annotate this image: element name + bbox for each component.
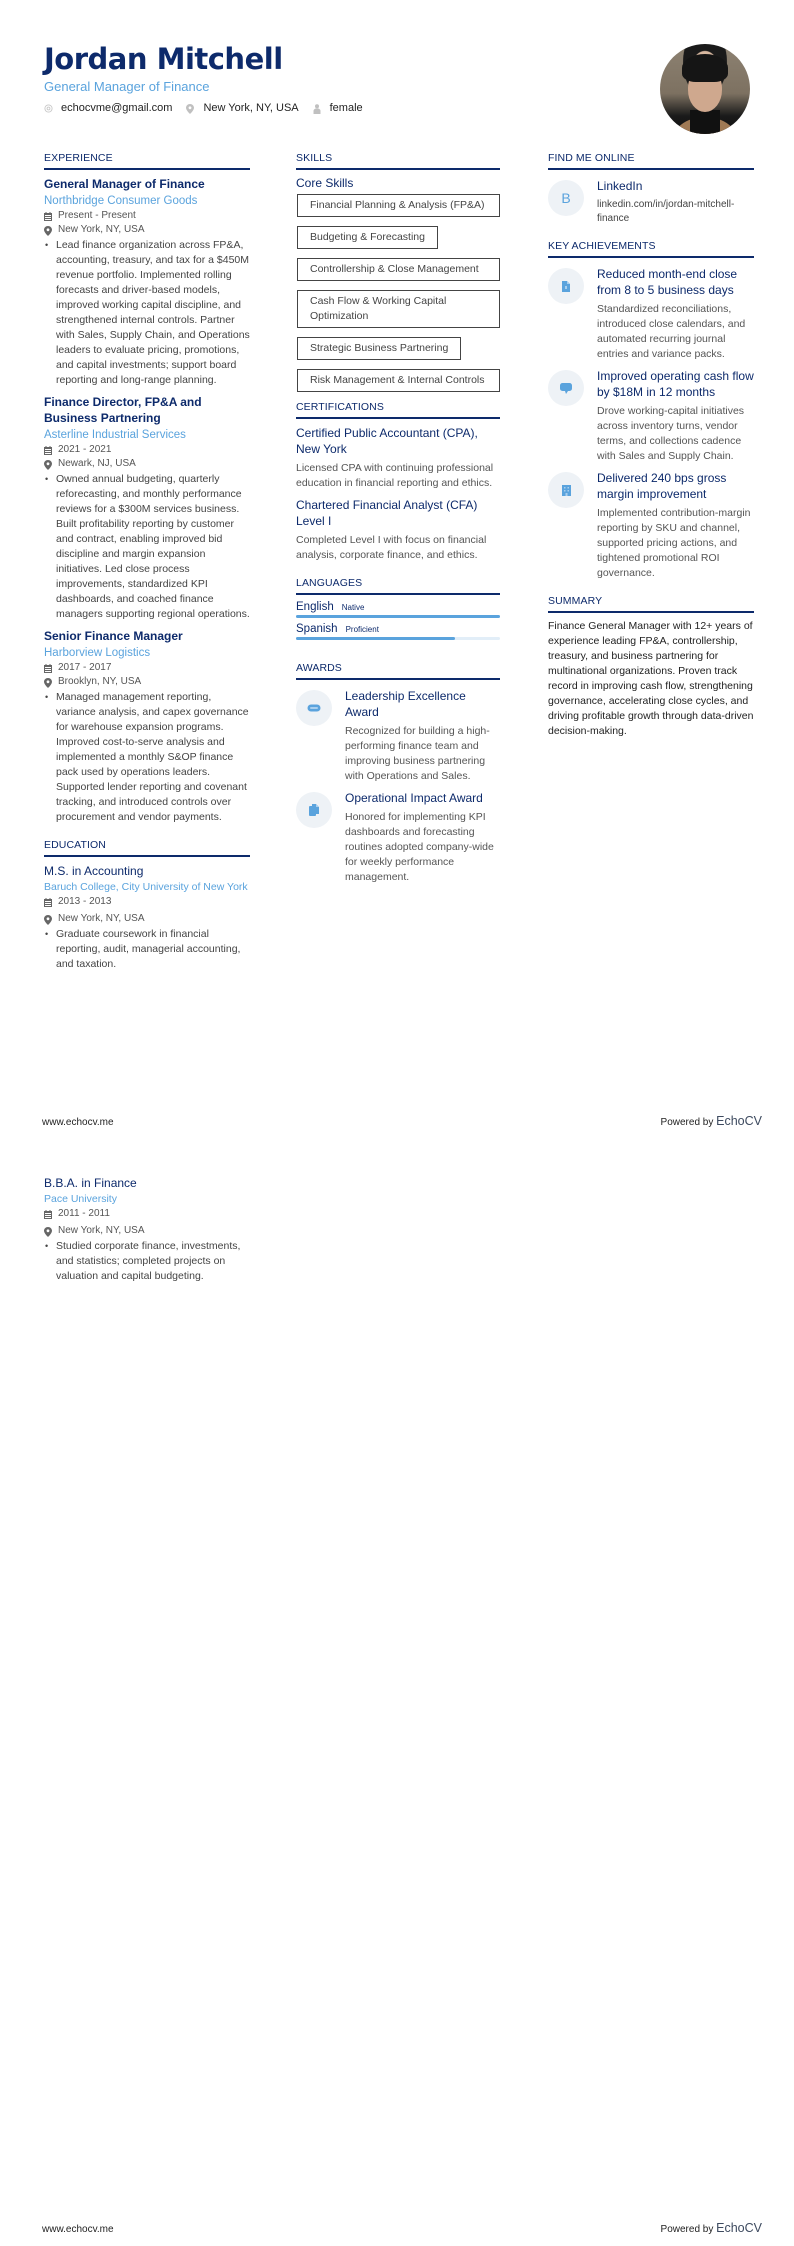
location-text: New York, NY, USA [203, 102, 299, 114]
achievement-item [548, 368, 754, 464]
certification-item [296, 425, 500, 491]
email-text: echocvme@gmail.com [61, 102, 173, 114]
page-footer [42, 1114, 762, 1128]
certification-item [296, 497, 500, 563]
education-dates: 2013 - 2013 [44, 895, 250, 909]
calendar-icon [44, 898, 52, 907]
company-name: Asterline Industrial Services [44, 429, 186, 441]
skill-tag: Cash Flow & Working Capital Optimization [297, 290, 500, 328]
experience-item [44, 628, 250, 825]
skills-list [296, 194, 500, 392]
award-description: Recognized for building a high-performing finance team and improving business partnering with Operations and Sales. [345, 725, 490, 782]
experience-item [44, 394, 250, 622]
award-title: Operational Impact Award [345, 791, 483, 805]
footer-website[interactable]: www.echocv.me [42, 2224, 114, 2235]
skills-group-title: Core Skills [296, 176, 354, 190]
achievements-heading: KEY ACHIEVEMENTS [548, 240, 754, 258]
badge-icon [296, 690, 332, 726]
language-name: English [296, 601, 334, 613]
footer-website[interactable]: www.echocv.me [42, 1117, 114, 1128]
degree: B.B.A. in Finance [44, 1176, 137, 1190]
file-icon [548, 268, 584, 304]
experience-item [44, 176, 250, 388]
page-footer [42, 2221, 762, 2235]
calendar-icon [44, 1210, 52, 1219]
job-dates: Present - Present [44, 209, 250, 223]
document-icon [296, 792, 332, 828]
language-level: Native [341, 603, 365, 612]
online-profile-label: LinkedIn [597, 179, 643, 193]
footer-brand[interactable]: EchoCV [716, 2221, 762, 2235]
award-item [296, 688, 500, 784]
location-pin-icon [44, 226, 52, 235]
middle-column [296, 152, 500, 891]
candidate-title: General Manager of Finance [44, 79, 210, 94]
achievement-title: Reduced month-end close from 8 to 5 business days [597, 267, 738, 297]
job-dates: 2017 - 2017 [44, 661, 250, 675]
right-column [548, 152, 754, 739]
online-profile-url[interactable]: linkedin.com/in/jordan-mitchell-finance [597, 199, 735, 224]
footer-powered-by: Powered by EchoCV [660, 1114, 762, 1128]
language-level: Proficient [345, 625, 379, 634]
award-description: Honored for implementing KPI dashboards and forecasting routines adopted company-wide for weekly performance management. [345, 811, 494, 883]
language-item [296, 623, 500, 640]
skills-heading: SKILLS [296, 152, 500, 170]
job-dates: 2021 - 2021 [44, 443, 250, 457]
certification-description: Licensed CPA with continuing professional education in financial reporting and ethics. [296, 462, 494, 489]
profile-photo [660, 44, 750, 134]
building-icon [548, 472, 584, 508]
achievement-description: Standardized reconciliations, introduced close calendars, and automated recurring journal entries and variance packs. [597, 303, 746, 360]
school-name: Baruch College, City University of New York [44, 881, 248, 893]
company-name: Harborview Logistics [44, 647, 151, 659]
skill-tag: Risk Management & Internal Controls [297, 369, 500, 392]
job-location: New York, NY, USA [44, 223, 250, 237]
footer-powered-by: Powered by EchoCV [660, 2221, 762, 2235]
education-dates: 2011 - 2011 [44, 1207, 250, 1221]
job-description: • Owned annual budgeting, quarterly reforecasting, and monthly performance reviews for a $300M services business. Built profitability reporting by customer and contract, enabling improved bid discipline and margin expansion initiatives. Led close process improvements, standardized KPI dashboards, and coached finance managers supporting regional operations. [45, 473, 250, 620]
education-description: • Graduate coursework in financial reporting, audit, managerial accounting, and taxation. [45, 928, 241, 970]
online-heading: FIND ME ONLINE [548, 152, 754, 170]
education-location: New York, NY, USA [44, 1224, 250, 1238]
certification-title: Certified Public Accountant (CPA), New York [296, 426, 478, 456]
summary-text: Finance General Manager with 12+ years of experience leading FP&A, controllership, treasury, and business partnering for multinational organizations. Proven track record in improving cash flow, strengthening governance, accelerating close cycles, and driving profitable growth through data-driven decision-making. [548, 620, 754, 737]
language-proficiency-bar [296, 637, 500, 640]
certifications-heading: CERTIFICATIONS [296, 401, 500, 419]
candidate-name: Jordan Mitchell [44, 42, 283, 76]
resume-header [44, 42, 744, 114]
calendar-icon [44, 212, 52, 221]
achievement-item [548, 470, 754, 581]
location-pin-icon [186, 104, 194, 113]
achievement-title: Improved operating cash flow by $18M in 12 months [597, 369, 754, 399]
company-name: Northbridge Consumer Goods [44, 195, 198, 207]
location-pin-icon [44, 460, 52, 469]
experience-heading: EXPERIENCE [44, 152, 250, 170]
linkedin-icon: B [548, 180, 584, 216]
degree: M.S. in Accounting [44, 864, 144, 878]
contact-info [44, 102, 744, 114]
calendar-icon [44, 664, 52, 673]
certification-title: Chartered Financial Analyst (CFA) Level I [296, 498, 478, 528]
location-pin-icon [44, 915, 52, 924]
summary-heading: SUMMARY [548, 595, 754, 613]
location-pin-icon [44, 1227, 52, 1236]
education-item [44, 863, 250, 972]
achievement-description: Drove working-capital initiatives across inventory turns, vendor terms, and collections cadence with Sales and Supply Chain. [597, 405, 745, 462]
job-location: Newark, NJ, USA [44, 457, 250, 471]
award-item [296, 790, 500, 885]
job-description: • Lead finance organization across FP&A, accounting, treasury, and tax for a $450M revenue portfolio. Implemented rolling forecasts and driver-based models, improved working capital discipline, and strengthened internal controls. Partner with Sales, Supply Chain, and Operations leaders to evaluate pricing, promotions, and capital investments; support board reporting and long-range planning. [45, 239, 250, 386]
chat-bubble-icon [548, 370, 584, 406]
skill-tag: Strategic Business Partnering [297, 337, 461, 360]
job-title: Senior Finance Manager [44, 629, 183, 643]
award-title: Leadership Excellence Award [345, 689, 466, 719]
education-heading: EDUCATION [44, 839, 250, 857]
certification-description: Completed Level I with focus on financial analysis, corporate finance, and ethics. [296, 534, 487, 561]
online-profile-item[interactable] [548, 178, 754, 226]
achievement-title: Delivered 240 bps gross margin improvement [597, 471, 727, 501]
school-name: Pace University [44, 1193, 117, 1205]
person-icon [313, 104, 321, 113]
achievement-description: Implemented contribution-margin reporting by SKU and channel, supported pricing actions, and tightened promotional ROI governance. [597, 507, 751, 579]
languages-heading: LANGUAGES [296, 577, 500, 595]
skill-tag: Financial Planning & Analysis (FP&A) [297, 194, 500, 217]
skill-tag: Controllership & Close Management [297, 258, 500, 281]
job-description: • Managed management reporting, variance analysis, and capex governance for warehouse expansion programs. Improved cost-to-serve analysis and implemented a monthly S&OP finance pack used by operations leaders. Supported lender reporting and covenant tracking, and introduced controls over procurement and vendor payments. [45, 691, 249, 823]
language-item [296, 601, 500, 618]
footer-brand[interactable]: EchoCV [716, 1114, 762, 1128]
contact-gender [313, 102, 363, 114]
location-pin-icon [44, 678, 52, 687]
skill-tag: Budgeting & Forecasting [297, 226, 438, 249]
contact-email[interactable] [44, 102, 172, 114]
page-2-content [44, 1175, 250, 1290]
job-title: General Manager of Finance [44, 177, 205, 191]
calendar-icon [44, 446, 52, 455]
gender-text: female [329, 102, 363, 114]
left-column [44, 152, 250, 978]
awards-heading: AWARDS [296, 662, 500, 680]
contact-location [186, 102, 298, 114]
achievement-item [548, 266, 754, 362]
education-location: New York, NY, USA [44, 912, 250, 926]
education-item [44, 1175, 250, 1284]
job-title: Finance Director, FP&A and Business Partnering [44, 395, 202, 425]
job-location: Brooklyn, NY, USA [44, 675, 250, 689]
language-proficiency-bar [296, 615, 500, 618]
at-icon [44, 104, 52, 113]
education-description: • Studied corporate finance, investments, and statistics; completed projects on valuation and capital budgeting. [45, 1240, 241, 1282]
language-name: Spanish [296, 623, 338, 635]
